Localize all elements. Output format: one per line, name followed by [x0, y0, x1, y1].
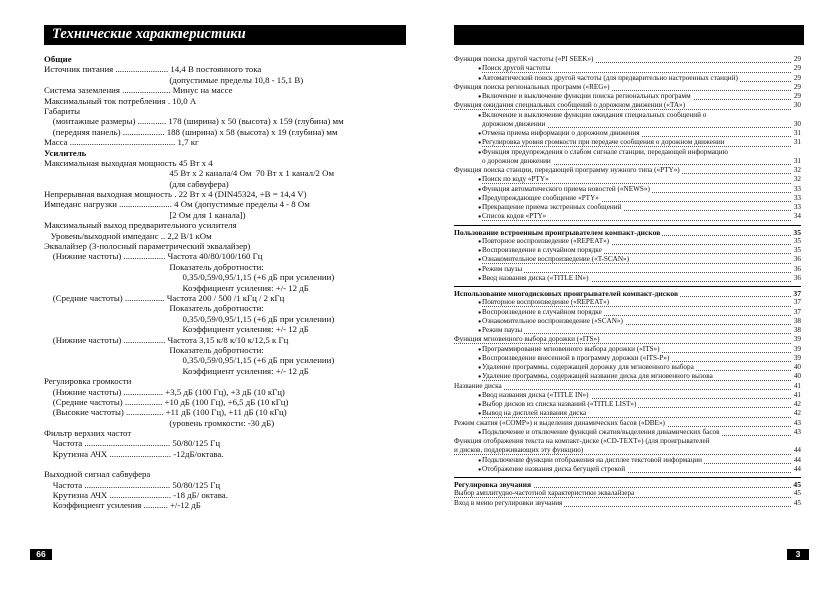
bullet-icon: ●	[478, 373, 481, 381]
toc-subentry[interactable]	[454, 255, 801, 264]
toc-page-number: 30	[793, 119, 801, 128]
bullet-icon: ●	[478, 266, 481, 274]
toc-subentry[interactable]	[454, 265, 801, 274]
page-number-left: 66	[30, 549, 52, 560]
spec-line: Коэффициент усиления ........... +/-12 дБ	[44, 500, 201, 511]
toc-title: Подключение и отключение функций сжатия/выделения динамических басов	[482, 427, 720, 436]
toc-title: Режим сжатия («COMP») и выделения динамических басов («DBE»)	[454, 418, 665, 427]
spec-line: Импеданс нагрузки ........................ 4 Ом (допустимые пределы 4 - 8 Ом	[44, 199, 310, 210]
bullet-icon: ●	[478, 186, 481, 194]
spec-line: Крутизна АЧХ ............................ -12дБ/октава.	[44, 448, 224, 459]
toc-page-number: 38	[793, 326, 801, 334]
toc-page-number: 29	[793, 82, 801, 91]
bullet-icon: ●	[478, 309, 481, 317]
bullet-icon: ●	[478, 247, 481, 255]
toc-subentry[interactable]	[454, 354, 801, 363]
spec-line: (монтажные размеры) ............. 178 (ширина) x 50 (высота) x 159 (глубина) мм	[44, 116, 344, 127]
toc-entry[interactable]	[454, 101, 801, 110]
spec-line: (Средние частоты) .................. Частота 200 / 500 /1 кГц / 2 кГц	[44, 292, 285, 303]
spec-line: Габариты	[44, 105, 81, 116]
table-of-contents	[454, 55, 801, 508]
toc-subentry[interactable]	[454, 298, 801, 307]
bullet-icon: ●	[478, 466, 481, 474]
specifications-list	[44, 54, 414, 511]
toc-page-number: 38	[793, 316, 801, 325]
spec-line: (Нижние частоты) ................... Частота 40/80/100/160 Гц	[44, 251, 263, 262]
spec-line: Коэффициент усиления: +/- 12 дБ	[44, 365, 309, 376]
spec-line: 45 Вт x 2 канала/4 Ом 70 Вт x 1 канал/2 Ом	[44, 168, 335, 179]
toc-page-number: 32	[793, 166, 801, 174]
bullet-icon: ●	[478, 204, 481, 212]
toc-title: Функция предупреждения о слабом сигнале станции, передающей информацию	[482, 147, 728, 156]
toc-page-number: 39	[793, 353, 801, 362]
spec-line: 0,35/0,59/0,95/1,15 (+6 дБ при усилении)	[44, 272, 335, 283]
bullet-icon: ●	[478, 65, 481, 73]
toc-page-number: 39	[793, 335, 801, 344]
spec-line: (Высокие частоты) ................. +11 дБ (100 Гц), +11 дБ (10 кГц)	[44, 407, 287, 418]
left-page-header	[44, 25, 406, 45]
bullet-icon: ●	[478, 429, 481, 437]
toc-page-number: 41	[793, 381, 801, 390]
spec-line: Система заземления ...................... Минус на массе	[44, 85, 233, 96]
toc-page-number: 40	[793, 363, 801, 371]
spec-line: (уровень громкости: -30 дБ)	[44, 417, 275, 428]
spec-line: Показатель добротности:	[44, 344, 264, 355]
toc-title: Вывод на дисплей названия диска	[482, 409, 587, 418]
toc-title: Воспроизведение в случайном порядке	[482, 307, 602, 316]
toc-title: Название диска	[454, 381, 502, 390]
bullet-icon: ●	[478, 401, 481, 409]
toc-subentry[interactable]	[454, 391, 801, 400]
toc-page-number: 31	[793, 129, 801, 137]
spec-line: Крутизна АЧХ ............................ -18 дБ/ октава.	[44, 490, 228, 501]
toc-page-number: 35	[793, 246, 801, 254]
toc-title: Функция автоматического приема новостей («NEWS»)	[482, 184, 650, 193]
toc-subentry[interactable]	[454, 64, 801, 73]
toc-subentry[interactable]	[454, 185, 801, 194]
toc-subentry[interactable]	[454, 111, 801, 120]
toc-title: о дорожном движении	[482, 156, 551, 165]
toc-page-number: 31	[793, 156, 801, 165]
toc-page-number: 36	[793, 273, 801, 282]
toc-subentry[interactable]	[454, 428, 801, 437]
toc-page-number: 43	[793, 418, 801, 427]
spec-line: Регулировка громкости	[44, 376, 132, 387]
bullet-icon: ●	[478, 457, 481, 465]
toc-title: Подключение функции отображения на дисплее текстовой информации	[482, 455, 702, 464]
spec-line: Источник питания ........................ 14,4 В постоянного тока	[44, 64, 262, 75]
toc-subentry[interactable]	[454, 74, 801, 83]
toc-page-number: 37	[793, 307, 801, 316]
spec-line: Показатель добротности:	[44, 261, 264, 272]
toc-page-number: 36	[793, 264, 801, 273]
toc-title: Вход в меню регулировки звучания	[454, 498, 563, 507]
page-number-right: 3	[787, 549, 809, 560]
toc-entry[interactable]	[454, 335, 801, 344]
toc-title: Пользование встроенным проигрывателем компакт-дисков	[454, 227, 661, 237]
spec-line: 0,35/0,59/0,95/1,15 (+6 дБ при усилении)	[44, 355, 335, 366]
bullet-icon: ●	[478, 93, 481, 101]
leader-dots	[482, 333, 801, 334]
toc-title: Использование многодисковых проигрывателей компакт-дисков	[454, 289, 679, 298]
bullet-icon: ●	[478, 75, 481, 83]
section-divider	[454, 225, 801, 226]
toc-title: Воспроизведение в случайном порядке	[482, 246, 602, 254]
right-page-header	[454, 25, 804, 45]
leader-dots	[482, 272, 801, 273]
toc-entry[interactable]	[454, 489, 801, 498]
spec-line: Частота ....................................... 50/80/125 Гц	[44, 479, 221, 490]
toc-title: дорожном движении	[482, 119, 546, 128]
toc-entry[interactable]	[454, 446, 801, 455]
toc-entry[interactable]	[454, 120, 801, 129]
toc-subentry[interactable]	[454, 326, 801, 335]
bullet-icon: ●	[478, 410, 481, 418]
toc-page-number: 32	[793, 175, 801, 184]
toc-title: Функция поиска другой частоты («PI SEEK»)	[454, 55, 594, 63]
spec-line: Масса ................................................ 1,7 кг	[44, 137, 199, 148]
toc-title: Удаление программы, содержащей название диска для мгновенного вызова	[482, 372, 713, 381]
toc-page-number: 45	[793, 489, 801, 498]
spec-line: (Нижние частоты) ................... Частота 3,15 к/8 к/10 к/12,5 к Гц	[44, 334, 289, 345]
spec-line: Выходной сигнал сабвуфера	[44, 469, 151, 480]
spec-line: (допустимые пределы 10,8 - 15,1 В)	[44, 74, 304, 85]
spec-section-heading: Общие	[44, 54, 72, 64]
toc-subentry[interactable]	[454, 175, 801, 184]
toc-title: Выбор амплитудно-частотной характеристики эквалайзера	[454, 489, 635, 498]
bullet-icon: ●	[478, 139, 481, 147]
toc-subentry[interactable]	[454, 465, 801, 474]
toc-heading[interactable]	[454, 228, 801, 237]
spec-line: Максимальная выходная мощность 45 Вт x 4	[44, 157, 213, 168]
spec-line: Частота ....................................... 50/80/125 Гц	[44, 438, 221, 449]
toc-page-number: 44	[793, 464, 801, 473]
spec-line: Максимальный ток потребления . 10,0 А	[44, 95, 197, 106]
left-page-title: Технические характеристики	[52, 26, 246, 42]
toc-entry[interactable]	[454, 166, 801, 175]
toc-page-number: 33	[793, 193, 801, 202]
toc-heading[interactable]	[454, 289, 801, 298]
spec-line: Коэффициент усиления: +/- 12 дБ	[44, 324, 309, 335]
toc-title: Функция отображения текста на компакт-диске («CD-TEXT») (для проигрывателей	[454, 437, 710, 445]
toc-title: Включение и выключение функции поиска региональных программ	[482, 92, 691, 100]
toc-page-number: 29	[793, 73, 801, 82]
toc-title: Режим паузы	[482, 326, 523, 334]
toc-title: Поиск другой частоты	[482, 64, 551, 73]
toc-page-number: 37	[793, 298, 801, 307]
toc-page-number: 42	[793, 409, 801, 418]
bullet-icon: ●	[478, 275, 481, 283]
toc-title: Включение и выключение функции ожидания специальных сообщений о	[482, 110, 707, 119]
toc-title: Воспроизведение внесенной в программу дорожки («ITS-P»)	[482, 353, 670, 362]
section-divider	[454, 286, 801, 287]
toc-title: Программирование мгновенного выбора дорожки («ITS»)	[482, 344, 660, 353]
toc-subentry[interactable]	[454, 129, 801, 138]
toc-page-number: 33	[793, 203, 801, 211]
spec-line: 0,35/0,59/0,95/1,15 (+6 дБ при усилении)	[44, 313, 335, 324]
toc-entry[interactable]	[454, 83, 801, 92]
toc-subentry[interactable]	[454, 138, 801, 147]
bullet-icon: ●	[478, 392, 481, 400]
toc-subentry[interactable]	[454, 308, 801, 317]
toc-subentry[interactable]	[454, 400, 801, 409]
toc-entry[interactable]	[454, 419, 801, 428]
spec-line: Непрерывная выходная мощность . 22 Вт x 4 (DIN45324, +B = 14,4 V)	[44, 189, 307, 200]
toc-title: Функция поиска станции, передающей программу нужного типа («PTY»)	[454, 166, 680, 174]
spec-section-heading: Усилитель	[44, 147, 87, 158]
toc-subentry[interactable]	[454, 246, 801, 255]
bullet-icon: ●	[478, 213, 481, 221]
toc-page-number: 44	[793, 446, 801, 455]
bullet-icon: ●	[478, 112, 481, 120]
toc-title: Регулировка звучания	[454, 480, 532, 489]
toc-page-number: 41	[793, 390, 801, 399]
bullet-icon: ●	[478, 256, 481, 264]
toc-subentry[interactable]	[454, 237, 801, 246]
toc-page-number: 39	[793, 344, 801, 353]
toc-title: Отображение названия диска бегущей строкой	[482, 464, 626, 473]
bullet-icon: ●	[478, 327, 481, 335]
toc-page-number: 44	[793, 455, 801, 464]
spec-line: [2 Ом для 1 канала])	[44, 209, 246, 220]
toc-title: Ввод названия диска («TITLE IN»)	[482, 273, 589, 282]
leader-dots	[454, 389, 801, 390]
toc-entry[interactable]	[454, 499, 801, 508]
bullet-icon: ●	[478, 176, 481, 184]
section-divider	[454, 477, 801, 478]
toc-page-number: 35	[793, 227, 801, 237]
toc-page-number: 34	[793, 212, 801, 221]
toc-subentry[interactable]	[454, 345, 801, 354]
spec-line: Коэффициент усиления: +/- 12 дБ	[44, 282, 309, 293]
toc-page-number: 42	[793, 400, 801, 408]
toc-subentry[interactable]	[454, 148, 801, 157]
bullet-icon: ●	[478, 318, 481, 326]
toc-subentry[interactable]	[454, 409, 801, 418]
toc-subentry[interactable]	[454, 363, 801, 372]
bullet-icon: ●	[478, 130, 481, 138]
toc-title: Регулировка уровня громкости при передаче сообщения о дорожном движении	[482, 138, 725, 147]
toc-heading[interactable]	[454, 480, 801, 489]
bullet-icon: ●	[478, 299, 481, 307]
spec-line: (Нижние частоты) .................. +3,5 дБ (100 Гц), +3 дБ (10 кГц)	[44, 386, 285, 397]
bullet-icon: ●	[478, 149, 481, 157]
toc-title: Автоматический поиск другой частоты (для предварительно настроенных станций)	[482, 73, 738, 82]
toc-title: и дисков, поддерживающих эту функцию)	[454, 446, 584, 455]
toc-subentry[interactable]	[454, 372, 801, 381]
toc-subentry[interactable]	[454, 317, 801, 326]
toc-title: Прекращение приема экстренных сообщений	[482, 203, 622, 211]
toc-title: Ввод названия диска («TITLE IN»)	[482, 390, 589, 399]
bullet-icon: ●	[478, 195, 481, 203]
toc-entry[interactable]	[454, 437, 801, 446]
toc-page-number: 36	[793, 255, 801, 264]
toc-title: Повторное воспроизведение («REPEAT»)	[482, 236, 610, 245]
toc-page-number: 45	[793, 480, 801, 489]
toc-entry[interactable]	[454, 55, 801, 64]
bullet-icon: ●	[478, 355, 481, 363]
toc-title: Предупреждающее сообщение «PTY»	[482, 193, 599, 202]
spec-line	[44, 459, 414, 469]
toc-page-number: 35	[793, 236, 801, 245]
toc-page-number: 29	[793, 55, 801, 63]
toc-page-number: 40	[793, 372, 801, 381]
toc-subentry[interactable]	[454, 194, 801, 203]
toc-title: Ознакомительное воспроизведение («SCAN»)	[482, 316, 623, 325]
toc-title: Функция ожидания специальных сообщений о дорожном движении («TA»)	[454, 101, 686, 110]
toc-entry[interactable]	[454, 382, 801, 391]
toc-page-number: 29	[793, 64, 801, 73]
spec-line: Максимальный выход предварительного усилителя	[44, 220, 237, 231]
toc-subentry[interactable]	[454, 456, 801, 465]
toc-title: Функция поиска региональных программ («REG»)	[454, 82, 610, 91]
toc-subentry[interactable]	[454, 274, 801, 283]
toc-page-number: 29	[793, 92, 801, 100]
toc-title: Удаление программы, содержащей дорожку для мгновенного выбора	[482, 363, 694, 371]
toc-subentry[interactable]	[454, 203, 801, 212]
spec-line: Уровень/выходной импеданс .. 2,2 В/1 кОм	[44, 230, 212, 241]
toc-title: Отмена приема информации о дорожном движения	[482, 129, 640, 137]
toc-title: Режим паузы	[482, 264, 523, 273]
toc-title: Список кодов «PTY»	[482, 212, 547, 221]
spec-line: (для сабвуфера)	[44, 178, 229, 189]
toc-page-number: 33	[793, 184, 801, 193]
toc-page-number: 37	[793, 289, 801, 298]
toc-title: Повторное воспроизведение («REPEAT»)	[482, 298, 610, 307]
toc-page-number: 45	[793, 498, 801, 507]
spec-line: Эквалайзер (3-полосный параметрический эквалайзер)	[44, 241, 251, 252]
bullet-icon: ●	[478, 364, 481, 372]
toc-title: Выбор дисков из списка названий («TITLE LIST»)	[482, 400, 637, 408]
toc-page-number: 43	[793, 427, 801, 436]
toc-title: Функция мгновенного выбора дорожки («ITS»)	[454, 335, 600, 344]
toc-entry[interactable]	[454, 157, 801, 166]
bullet-icon: ●	[478, 238, 481, 246]
toc-page-number: 30	[793, 101, 801, 110]
toc-subentry[interactable]	[454, 92, 801, 101]
toc-title: Ознакомительное воспроизведение («T-SCAN»)	[482, 255, 630, 264]
spec-line: (передняя панель) ................... 188 (ширина) x 58 (высота) x 19 (глубина) мм	[44, 126, 338, 137]
spec-line: (Средние частоты) ................. +10 дБ (100 Гц), +6,5 дБ (10 кГц)	[44, 396, 289, 407]
bullet-icon: ●	[478, 346, 481, 354]
toc-subentry[interactable]	[454, 212, 801, 221]
spec-line: Показатель добротности:	[44, 303, 264, 314]
toc-page-number: 31	[793, 138, 801, 147]
toc-title: Поиск по коду «PTY»	[482, 175, 549, 184]
spec-line: Фильтр верхних частот	[44, 428, 132, 439]
